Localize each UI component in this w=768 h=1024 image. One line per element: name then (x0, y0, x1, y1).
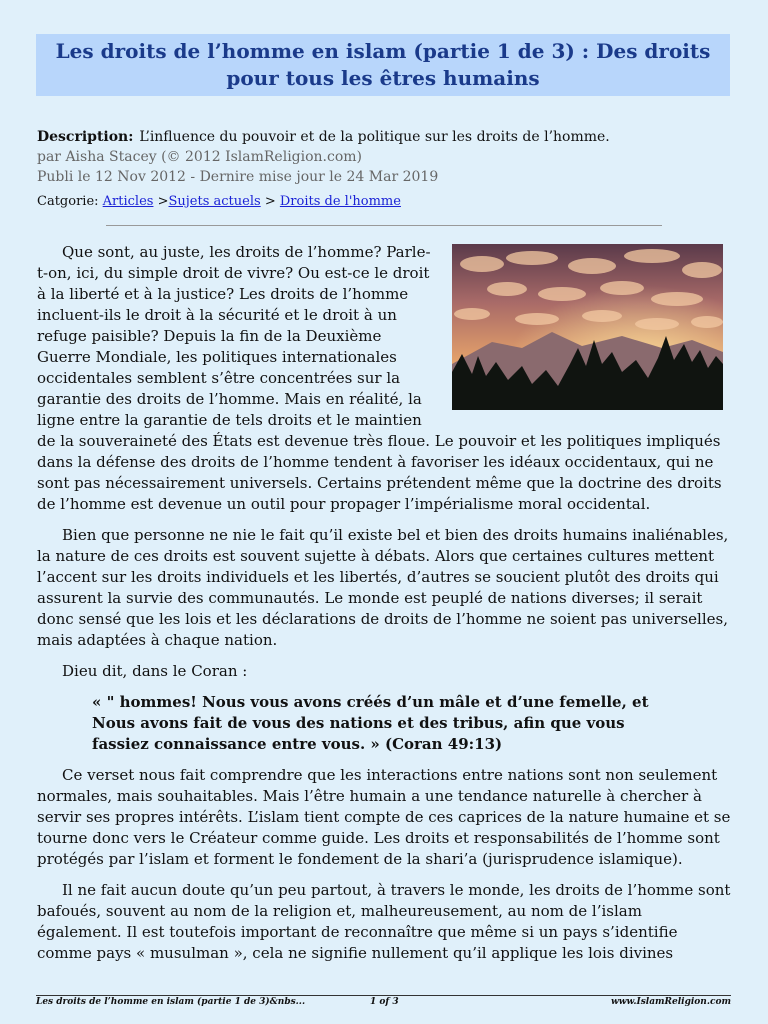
author-line: par Aisha Stacey (© 2012 IslamReligion.com) (37, 149, 363, 165)
article-meta (37, 147, 438, 187)
quran-quote: « " hommes! Nous vous avons créés d’un mâle et d’une femelle, et Nous avons fait de vous des nations et des tribus, afin que vous fassiez connaissance entre vous. » (Coran 49:13) (92, 693, 649, 753)
paragraph-4: Ce verset nous fait comprendre que les interactions entre nations sont non seulement normales, mais souhaitables. Mais l’être humain a une tendance naturelle à chercher à servir ses propres intérêts. L’islam tient compte de ces caprices de la nature humaine et se tourne donc vers le Créateur comme guide. Les droits et responsabilités de l’homme sont protégés par l’islam et forment le fondement de la shari’a (jurisprudence islamique). (37, 766, 731, 868)
category-link-droits-homme[interactable]: Droits de l'homme (279, 194, 401, 209)
page-title: Les droits de l’homme en islam (partie 1 de 3) : Des droits pour tous les êtres humains (36, 34, 730, 96)
footer-page-number: 1 of 3 (370, 997, 399, 1007)
paragraph-3: Dieu dit, dans le Coran : (62, 662, 248, 680)
description-label: Description: (37, 129, 134, 145)
divider (106, 225, 662, 226)
description-text: L’influence du pouvoir et de la politique sur les droits de l’homme. (139, 129, 610, 145)
category-link-sujets-actuels[interactable]: Sujets actuels (168, 194, 261, 209)
category-link-articles[interactable]: Articles (102, 194, 154, 209)
landscape-photo (452, 244, 723, 410)
paragraph-1: Que sont, au juste, les droits de l’homme? Parle-t-on, ici, du simple droit de vivre? Ou est-ce le droit à la liberté et à la justice? Les droits de l’homme incluent-ils le droit à la sécurité et le droit à un refuge paisible? Depuis la fin de la Deuxième Guerre Mondiale, les politiques internationales occidentales semblent s’être concentrées sur la garantie des droits de l’homme. Mais en réalité, la ligne entre la garantie de tels droits et le maintien de la souveraineté des États est devenue très floue. Le pouvoir et les politiques impliqués dans la défense des droits de l’homme tendent à favoriser les idéaux occidentaux, qui ne sont pas nécessairement universels. Certains prétendent même que la doctrine des droits de l’homme est devenue un outil pour propager l’impérialisme moral occidental. (37, 243, 722, 513)
paragraph-5: Il ne fait aucun doute qu’un peu partout, à travers le monde, les droits de l’homme sont bafoués, souvent au nom de la religion et, malheureusement, au nom de l’islam également. Il est toutefois important de reconnaître que même si un pays s’identifie comme pays « musulman », cela ne signifie nullement qu’il applique les lois divines (37, 881, 731, 962)
footer-site: www.IslamReligion.com (611, 997, 731, 1007)
publish-line: Publi le 12 Nov 2012 - Dernire mise jour le 24 Mar 2019 (37, 169, 439, 185)
paragraph-2: Bien que personne ne nie le fait qu’il existe bel et bien des droits humains inaliénables, la nature de ces droits est souvent sujette à débats. Alors que certaines cultures mettent l’accent sur les droits individuels et les libertés, d’autres se soucient plutôt des droits qui assurent la survie des communautés. Le monde est peuplé de nations diverses; il serait donc sensé que les lois et les déclarations de droits de l’homme ne soient pas universelles, mais adaptées à chaque nation. (37, 526, 729, 649)
breadcrumb: Catgorie: Articles >Sujets actuels > Droits de l'homme (37, 194, 401, 209)
description (37, 127, 737, 147)
article-body (37, 242, 731, 974)
footer-title: Les droits de l’homme en islam (partie 1 de 3)&nbs... (36, 997, 306, 1007)
category-label: Catgorie: (37, 194, 99, 209)
